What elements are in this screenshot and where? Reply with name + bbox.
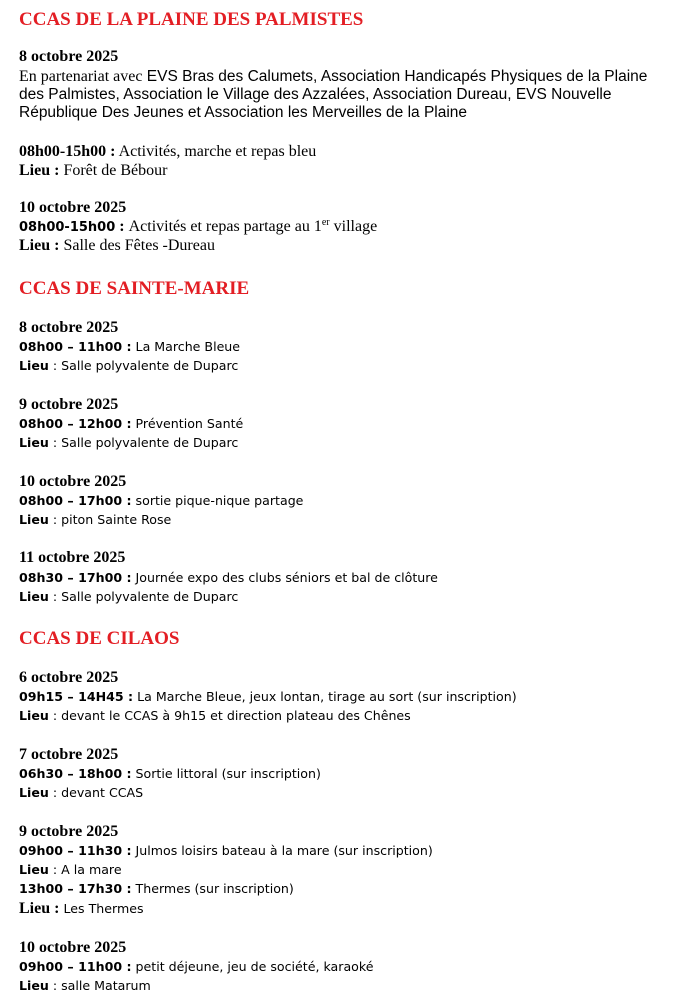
lieu-label: Lieu: [19, 435, 49, 450]
lieu-label: Lieu :: [19, 237, 60, 254]
event-date: 7 octobre 2025: [19, 746, 119, 763]
event-desc: Julmos loisirs bateau à la mare (sur inscription): [135, 843, 433, 858]
event-time: 08h00 – 11h00 :: [19, 339, 132, 354]
event-time: 13h00 – 17h30 :: [19, 881, 132, 896]
event-date: 8 octobre 2025: [19, 48, 119, 65]
event-desc: Thermes (sur inscription): [135, 881, 294, 896]
event-lieu: : A la mare: [48, 862, 122, 877]
lieu-label: Lieu: [19, 785, 49, 800]
event-lieu: : devant CCAS: [48, 785, 144, 800]
event-desc: Activités et repas partage au 1: [128, 218, 322, 235]
event-desc: Journée expo des clubs séniors et bal de clôture: [135, 570, 438, 585]
event-lieu: : salle Matarum: [48, 978, 151, 993]
lieu-label: Lieu: [19, 708, 49, 723]
event-time-line: [19, 961, 373, 974]
section-title-plaine-des-palmistes: CCAS DE LA PLAINE DES PALMISTES: [19, 9, 364, 30]
event-lieu-line: [19, 787, 143, 800]
event-desc: Sortie littoral (sur inscription): [135, 766, 321, 781]
superscript: er: [321, 217, 330, 228]
event-lieu-line: [19, 514, 171, 527]
event-date: 9 octobre 2025: [19, 396, 119, 413]
event-desc: petit déjeune, jeu de société, karaoké: [135, 959, 374, 974]
event-lieu: : Salle polyvalente de Duparc: [48, 358, 239, 373]
event-time: 08h30 – 17h00 :: [19, 570, 132, 585]
event-date: 8 octobre 2025: [19, 319, 119, 336]
event-time-line: [19, 691, 517, 704]
event-time: 09h00 – 11h00 :: [19, 959, 132, 974]
event-time: 06h30 – 18h00 :: [19, 766, 132, 781]
partners-line: des Palmistes, Association le Village des Azzalées, Association Dureau, EVS Nouvelle: [19, 86, 612, 103]
lieu-label: Lieu: [19, 862, 49, 877]
event-time: 08h00 – 12h00 :: [19, 416, 132, 431]
event-date: 6 octobre 2025: [19, 669, 119, 686]
event-time: 08h00 – 17h00 :: [19, 493, 132, 508]
event-desc: La Marche Bleue: [135, 339, 241, 354]
event-lieu-line: [19, 437, 238, 450]
event-time-line: [19, 768, 321, 781]
lieu-label: Lieu: [19, 978, 49, 993]
section-title-sainte-marie: CCAS DE SAINTE-MARIE: [19, 278, 250, 299]
event-lieu: : devant le CCAS à 9h15 et direction plateau des Chênes: [48, 708, 411, 723]
event-date: 10 octobre 2025: [19, 473, 127, 490]
event-time: 09h00 – 11h30 :: [19, 843, 132, 858]
event-lieu-line: [19, 980, 151, 993]
event-lieu-line: [19, 864, 122, 877]
event-lieu-line: [19, 591, 238, 604]
event-desc: Prévention Santé: [135, 416, 244, 431]
event-lieu: : Salle polyvalente de Duparc: [48, 589, 239, 604]
event-lieu-line: [19, 238, 215, 254]
event-time-line: [19, 418, 243, 431]
event-desc: Activités, marche et repas bleu: [118, 143, 317, 160]
event-time-line: [19, 341, 240, 354]
event-lieu-line: [19, 163, 167, 179]
event-time: 08h00-15h00 :: [19, 143, 116, 160]
event-time-line: [19, 219, 377, 235]
event-lieu: Les Thermes: [63, 901, 144, 916]
partners-intro: En partenariat avec: [19, 68, 143, 85]
section-title-cilaos: CCAS DE CILAOS: [19, 628, 180, 649]
lieu-label: Lieu :: [19, 900, 60, 917]
event-desc-end: village: [329, 218, 378, 235]
event-time-sep: :: [115, 218, 129, 235]
event-time-line: [19, 572, 438, 585]
partners-line: [19, 69, 647, 85]
event-time-line: [19, 144, 316, 160]
event-lieu: Forêt de Bébour: [63, 162, 168, 179]
event-time: 08h00-15h00: [19, 220, 116, 235]
event-lieu: Salle des Fêtes -Dureau: [63, 237, 215, 254]
lieu-label: Lieu: [19, 358, 49, 373]
event-lieu-line: [19, 710, 411, 723]
event-date: 10 octobre 2025: [19, 939, 127, 956]
event-date: 10 octobre 2025: [19, 199, 127, 216]
event-lieu: : piton Sainte Rose: [48, 512, 172, 527]
event-time-line: [19, 883, 294, 896]
lieu-label: Lieu: [19, 512, 49, 527]
event-desc: sortie pique-nique partage: [135, 493, 304, 508]
event-time-line: [19, 495, 303, 508]
partners-line: République Des Jeunes et Association les Merveilles de la Plaine: [19, 104, 468, 121]
event-lieu: : Salle polyvalente de Duparc: [48, 435, 239, 450]
event-time-line: [19, 845, 433, 858]
event-lieu-line: [19, 360, 238, 373]
event-lieu-line: [19, 901, 144, 917]
event-desc: La Marche Bleue, jeux lontan, tirage au sort (sur inscription): [137, 689, 517, 704]
event-date: 9 octobre 2025: [19, 823, 119, 840]
lieu-label: Lieu: [19, 589, 49, 604]
event-date: 11 octobre 2025: [19, 549, 126, 566]
partners-text: EVS Bras des Calumets, Association Handicapés Physiques de la Plaine: [146, 68, 648, 85]
event-time: 09h15 – 14H45 :: [19, 689, 134, 704]
lieu-label: Lieu :: [19, 162, 60, 179]
